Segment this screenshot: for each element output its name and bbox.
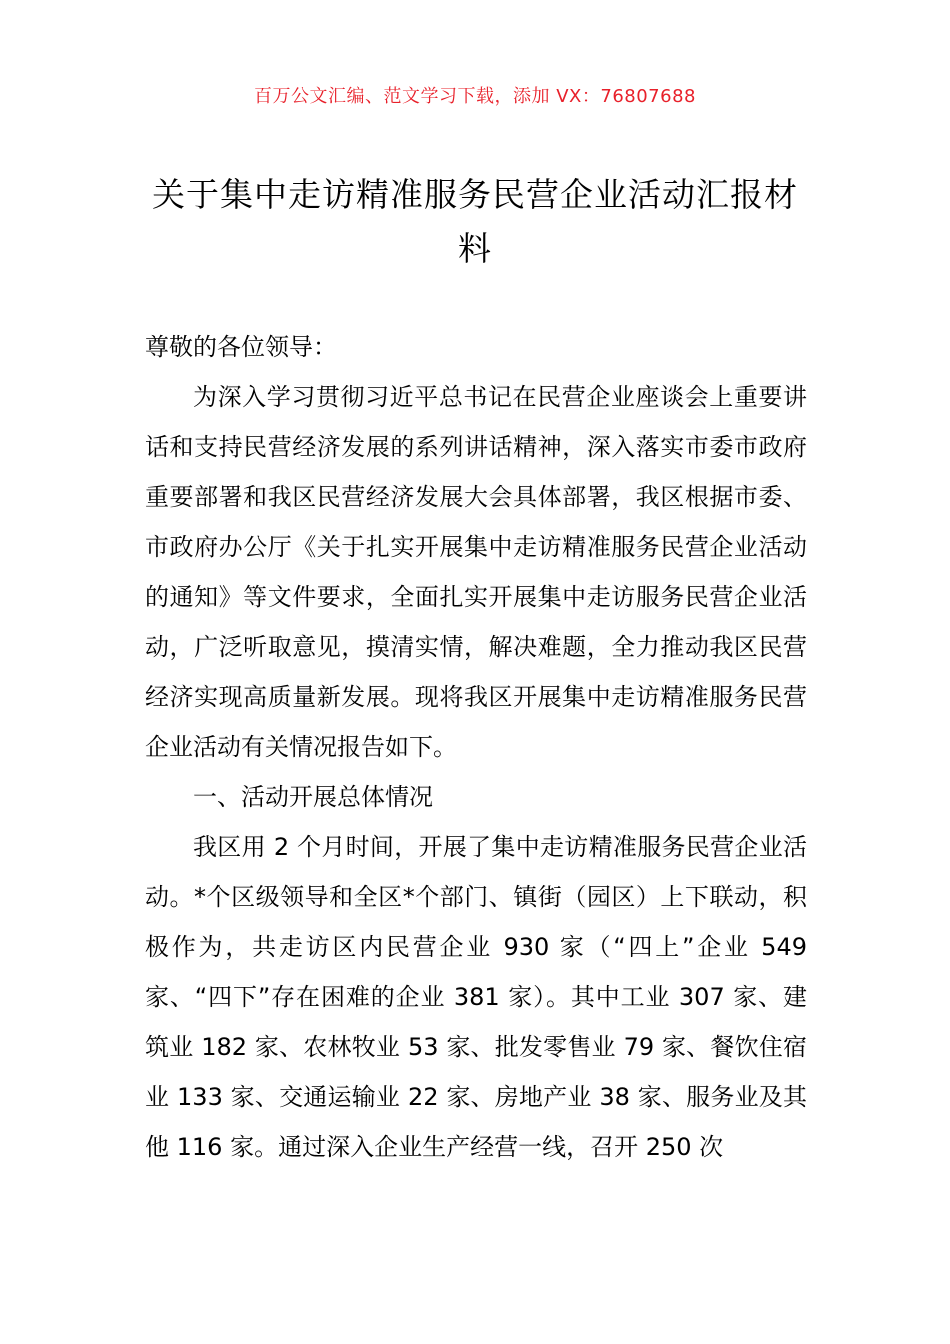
- header-note: 百万公文汇编、范文学习下载，添加 VX：76807688: [254, 86, 696, 107]
- section-heading: 一、活动开展总体情况: [193, 783, 433, 811]
- paragraph-overview: 我区用 2 个月时间，开展了集中走访精准服务民营企业活动。*个区级领导和全区*个部门、镇街（园区）上下联动，积极作为，共走访区内民营企业 930 家（“四上”企业 549 家、“四下”存在困难的企业 381 家）。其中工业 307 家、建筑业 182 家、农林牧业 53 家、批发零售业 79 家、餐饮住宿业 133 家、交通运输业 22 家、房地产业 38 家、服务业及其他 116 家。通过深入企业生产经营一线，召开 250 次: [145, 833, 807, 1161]
- document-title: 关于集中走访精准服务民营企业活动汇报材料: [152, 175, 798, 268]
- paragraph-intro: 为深入学习贯彻习近平总书记在民营企业座谈会上重要讲话和支持民营经济发展的系列讲话精神，深入落实市委市政府重要部署和我区民营经济发展大会具体部署，我区根据市委、市政府办公厅《关于扎实开展集中走访精准服务民营企业活动的通知》等文件要求，全面扎实开展集中走访服务民营企业活动，广泛听取意见，摸清实情，解决难题，全力推动我区民营经济实现高质量新发展。现将我区开展集中走访精准服务民营企业活动有关情况报告如下。: [145, 383, 807, 761]
- salutation: 尊敬的各位领导：: [145, 333, 337, 361]
- document-body: [145, 322, 807, 1172]
